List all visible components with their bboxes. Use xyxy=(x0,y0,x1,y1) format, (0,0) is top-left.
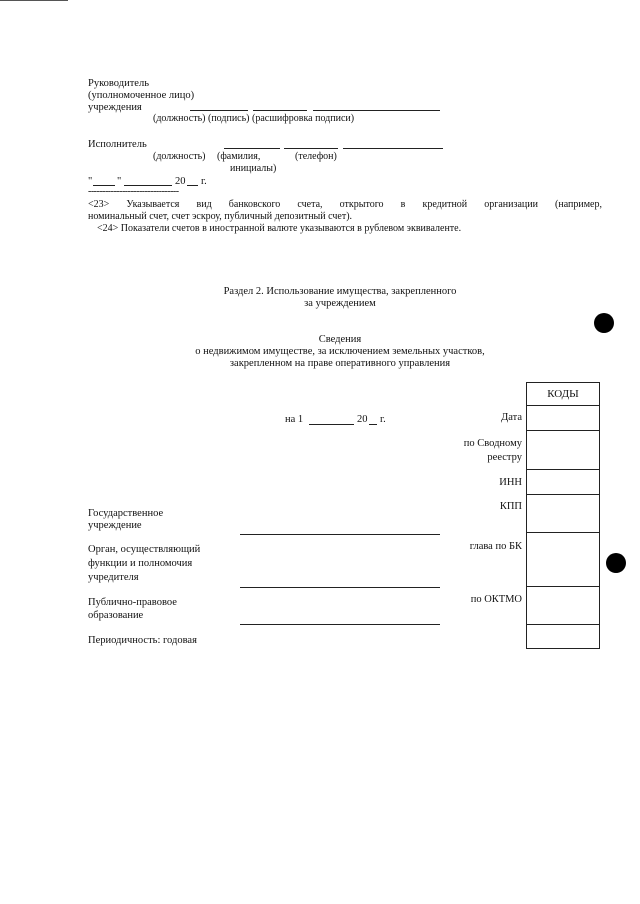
asof-suffix: г. xyxy=(380,414,386,425)
code-label-date: Дата xyxy=(501,412,522,423)
public-entity-input-line[interactable] xyxy=(240,624,440,625)
code-cell-date[interactable] xyxy=(526,405,600,431)
date-year-prefix: 20 xyxy=(175,176,186,187)
asof-year: 20 xyxy=(357,414,368,425)
footnote-separator: -------------------------------- xyxy=(88,186,179,197)
executor-caption-position: (должность) xyxy=(153,151,206,162)
executor-caption-name: (фамилия, xyxy=(217,151,261,162)
date-quote-close: " xyxy=(117,176,122,187)
codes-header-cell xyxy=(526,382,600,406)
executor-position-line[interactable] xyxy=(224,148,280,149)
head-signature-line[interactable] xyxy=(253,110,307,111)
code-label-kpp: КПП xyxy=(499,501,522,512)
organ-label-line3: учредителя xyxy=(88,572,139,583)
public-entity-label-line2: образование xyxy=(88,610,144,621)
organ-input-line[interactable] xyxy=(240,587,440,588)
asof-year-line[interactable] xyxy=(369,424,377,425)
top-edge-mark xyxy=(0,0,68,1)
date-year-line[interactable] xyxy=(187,185,198,186)
code-label-inn: ИНН xyxy=(499,477,522,488)
executor-phone-line[interactable] xyxy=(343,148,443,149)
head-label-line2: (уполномоченное лицо) xyxy=(88,90,195,101)
footnote-24: <24> Показатели счетов в иностранной валюте указываются в рублевом эквиваленте. xyxy=(97,223,462,234)
head-position-line[interactable] xyxy=(190,110,248,111)
code-label-oktmo: по ОКТМО xyxy=(470,594,522,605)
organ-label-line2: функции и полномочия xyxy=(88,558,193,569)
code-cell-oktmo[interactable] xyxy=(526,586,600,625)
date-quote-open: " xyxy=(88,176,93,187)
asof-prefix: на 1 xyxy=(285,414,304,425)
code-cell-kpp[interactable] xyxy=(526,494,600,533)
institution-label-line1: Государственное xyxy=(88,508,164,519)
footnote-23-line1: <23> Указывается вид банковского счета, открытого в кредитной организации (например, xyxy=(88,199,602,210)
periodicity-label: Периодичность: годовая xyxy=(88,635,197,646)
info-title: Сведения xyxy=(318,334,362,345)
head-captions: (должность) (подпись) (расшифровка подписи) xyxy=(153,113,355,124)
section-title-line1: Раздел 2. Использование имущества, закрепленного xyxy=(223,286,457,297)
code-label-svod-line2: реестру xyxy=(487,452,522,463)
code-cell-svod[interactable] xyxy=(526,430,600,470)
section-title-line2: за учреждением xyxy=(304,298,376,309)
public-entity-label-line1: Публично-правовое xyxy=(88,597,177,608)
code-cell-bk[interactable] xyxy=(526,532,600,587)
code-cell-periodicity[interactable] xyxy=(526,624,600,649)
codes-header: КОДЫ xyxy=(547,388,579,400)
executor-label: Исполнитель xyxy=(88,139,147,150)
code-label-svod-line1: по Сводному xyxy=(463,438,522,449)
punch-hole-lower xyxy=(606,553,626,573)
organ-label-line1: Орган, осуществляющий xyxy=(88,544,201,555)
code-cell-inn[interactable] xyxy=(526,469,600,495)
info-subtitle-line2: о недвижимом имуществе, за исключением земельных участков, xyxy=(195,346,485,357)
head-label-line3: учреждения xyxy=(88,102,142,113)
executor-name-line[interactable] xyxy=(284,148,338,149)
executor-caption-phone: (телефон) xyxy=(295,151,337,162)
institution-label-line2: учреждение xyxy=(88,520,142,531)
institution-input-line[interactable] xyxy=(240,534,440,535)
footnote-23-line2: номинальный счет, счет эскроу, публичный депозитный счет). xyxy=(88,211,353,222)
date-year-suffix: г. xyxy=(201,176,207,187)
asof-day-month-line[interactable] xyxy=(309,424,354,425)
info-subtitle-line3: закрепленном на праве оперативного управления xyxy=(229,358,451,369)
punch-hole-upper xyxy=(594,313,614,333)
head-label-line1: Руководитель xyxy=(88,78,149,89)
code-label-bk: глава по БК xyxy=(469,541,522,552)
head-name-line[interactable] xyxy=(313,110,440,111)
executor-caption-initials: инициалы) xyxy=(230,163,277,174)
